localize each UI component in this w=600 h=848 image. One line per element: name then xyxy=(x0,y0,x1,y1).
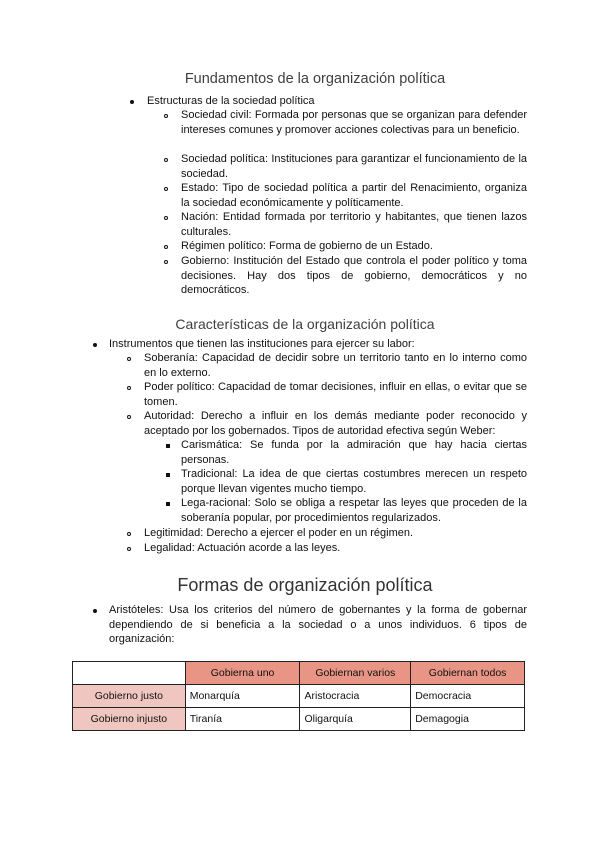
item-nacion: Nación: Entidad formada por territorio y habitantes, que tienen lazos culturales. xyxy=(181,211,527,238)
table-corner-cell xyxy=(73,662,186,685)
table-cell: Aristocracia xyxy=(300,685,411,708)
section-title-caracteristicas: Características de la organización política xyxy=(175,316,435,332)
bullet-square xyxy=(166,444,170,448)
bullet-dot xyxy=(93,609,97,613)
subitem-carismatica: Carismática: Se funda por la admiración que hay hacia ciertas personas. xyxy=(181,439,527,466)
bullet-circle xyxy=(127,532,131,536)
bullet-circle xyxy=(127,357,131,361)
section-title-fundamentos: Fundamentos de la organización política xyxy=(184,71,446,87)
bullet-aristoteles: Aristóteles: Usa los criterios del número de gobernantes y la forma de gobernar dependiendo de si beneficia a la sociedad o a unos individuos. 6 tipos de organización: xyxy=(109,604,527,646)
table-header-row xyxy=(73,662,525,685)
table-cell: Tiranía xyxy=(185,708,300,731)
bullet-circle xyxy=(164,187,168,191)
bullet-circle xyxy=(164,245,168,249)
table-cell: Oligarquía xyxy=(300,708,411,731)
bullet-circle xyxy=(127,415,131,419)
table-row-header: Gobierno justo xyxy=(73,685,186,708)
bullet-dot xyxy=(93,343,97,347)
item-sociedad-politica: Sociedad política: Instituciones para garantizar el funcionamiento de la sociedad. xyxy=(181,153,527,180)
table-row xyxy=(73,685,525,708)
item-estado: Estado: Tipo de sociedad política a partir del Renacimiento, organiza la sociedad económicamente y políticamente. xyxy=(181,182,527,209)
section-title-formas: Formas de organización política xyxy=(177,575,433,595)
bullet-square xyxy=(166,473,170,477)
government-forms-table xyxy=(72,661,525,731)
table-header-cell: Gobierna uno xyxy=(185,662,300,685)
bullet-circle xyxy=(164,260,168,264)
bullet-square xyxy=(166,502,170,506)
bullet-estructuras: Estructuras de la sociedad política xyxy=(147,95,315,107)
table-row xyxy=(73,708,525,731)
item-regimen-politico: Régimen político: Forma de gobierno de un Estado. xyxy=(181,240,433,252)
bullet-instrumentos: Instrumentos que tienen las instituciones para ejercer su labor: xyxy=(109,338,415,350)
item-gobierno: Gobierno: Institución del Estado que controla el poder político y toma decisiones. Hay dos tipos de gobierno, democráticos y no democráticos. xyxy=(181,255,527,297)
bullet-circle xyxy=(164,216,168,220)
item-soberania: Soberanía: Capacidad de decidir sobre un territorio tanto en lo interno como en lo externo. xyxy=(144,352,527,379)
item-sociedad-civil: Sociedad civil: Formada por personas que se organizan para defender intereses comunes y promover acciones colectivas para un beneficio. xyxy=(181,109,527,136)
bullet-dot xyxy=(130,100,134,104)
item-autoridad: Autoridad: Derecho a influir en los demás mediante poder reconocido y aceptado por los gobernados. Tipos de autoridad efectiva según Weber: xyxy=(144,410,527,437)
table-header-cell: Gobiernan varios xyxy=(300,662,411,685)
bullet-circle xyxy=(127,547,131,551)
table-cell: Democracia xyxy=(411,685,525,708)
table-row-header: Gobierno injusto xyxy=(73,708,186,731)
subitem-tradicional: Tradicional: La idea de que ciertas costumbres merecen un respeto porque llevan vigentes mucho tiempo. xyxy=(181,468,527,495)
item-legitimidad: Legitimidad: Derecho a ejercer el poder en un régimen. xyxy=(144,527,414,539)
table-cell: Monarquía xyxy=(185,685,300,708)
item-legalidad: Legalidad: Actuación acorde a las leyes. xyxy=(144,542,341,554)
table-cell: Demagogia xyxy=(411,708,525,731)
subitem-lega-racional: Lega-racional: Solo se obliga a respetar las leyes que proceden de la soberanía popular, por procedimientos regularizados. xyxy=(181,497,527,524)
bullet-circle xyxy=(164,114,168,118)
item-poder-politico: Poder político: Capacidad de tomar decisiones, influir en ellas, o evitar que se tomen. xyxy=(144,381,527,408)
bullet-circle xyxy=(164,158,168,162)
table-header-cell: Gobiernan todos xyxy=(411,662,525,685)
bullet-circle xyxy=(127,386,131,390)
